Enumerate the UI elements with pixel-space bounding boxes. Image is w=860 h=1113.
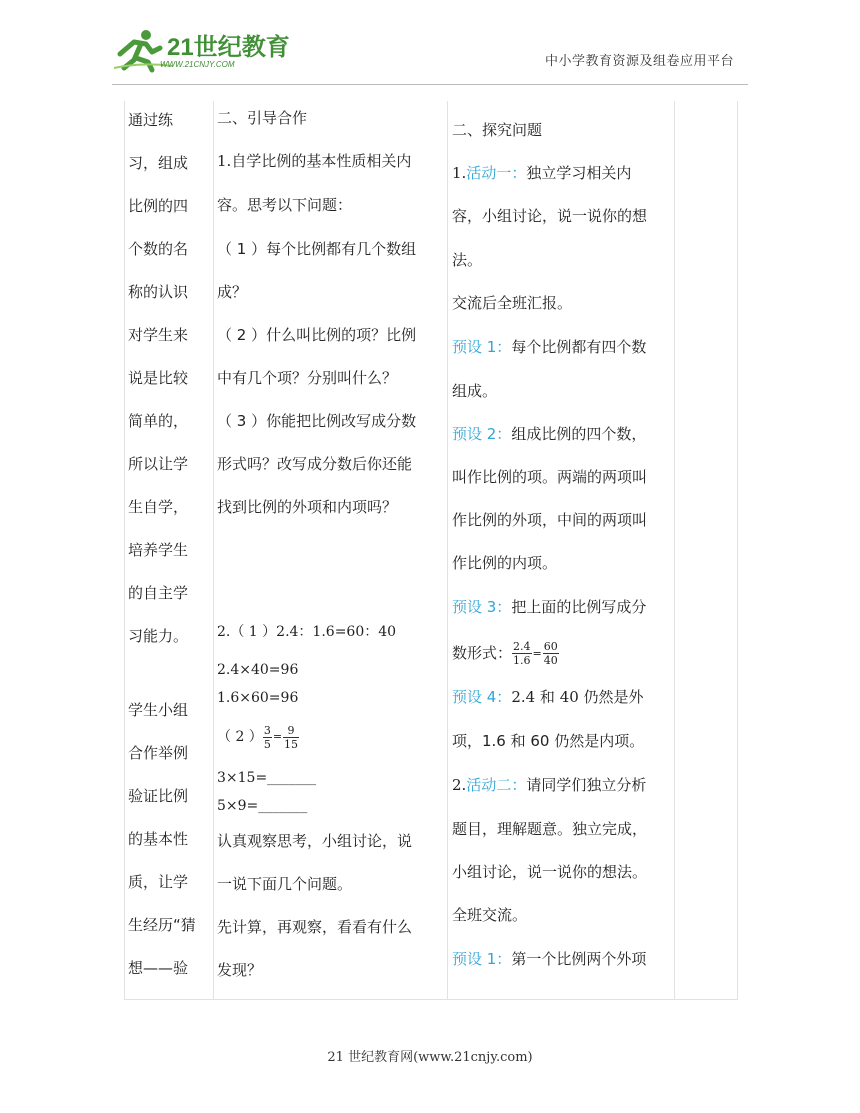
preset-line [452,424,646,444]
activity-line: 小组讨论，说一说你的想法。 [452,863,648,881]
intent-line: 的自主学 [128,584,189,602]
item-text: 自学比例的基本性质相关内 [231,152,412,170]
preset-line: 作比例的内项。 [452,554,558,572]
fraction [543,640,559,667]
intent-line: 学生小组 [128,701,189,719]
question-line: 形式吗？改写成分数后你还能 [217,455,413,473]
intent-line: 培养学生 [128,541,189,559]
fraction-equation [217,717,299,757]
item-number: 2. [452,776,467,794]
paragraph-line: 一说下面几个问题。 [217,875,353,893]
item-number: 1. [217,152,232,170]
intent-line: 质，让学 [128,873,189,891]
platform-title: 中小学教育资源及组卷应用平台 [544,54,734,69]
intent-line: 个数的名 [128,240,189,258]
preset-label: 预设 4： [452,688,512,706]
item-text: 独立学习相关内 [526,164,632,182]
question-line: 中有几个项？分别叫什么？ [217,369,398,387]
answer-prefix: （ 2 ） [217,729,263,745]
intent-line: 合作举例 [128,744,189,762]
paragraph-line: 先计算，再观察，看看有什么 [217,918,413,936]
fraction-denominator: 15 [284,737,299,751]
activity-line: 法。 [452,251,483,269]
activity-label: 活动一： [466,164,527,182]
paragraph-line [217,151,411,171]
preset-label: 预设 2： [452,425,512,443]
question-line: （ 2 ）什么叫比例的项？比例 [217,326,417,344]
intent-line: 对学生来 [128,326,189,344]
fraction-numerator: 9 [283,724,299,738]
paragraph-line: 认真观察思考，小组讨论，说 [217,832,413,850]
fraction-equation [452,633,559,673]
answer-line: 5×9=_______ [217,798,308,814]
activity-label: 活动二： [466,776,527,794]
site-logo [112,24,292,74]
preset-line: 作比例的外项，中间的两项叫 [452,511,648,529]
intent-line: 的基本性 [128,830,189,848]
answer-line: 3×15=_______ [217,770,317,786]
question-line: 找到比例的外项和内项吗？ [217,498,398,516]
activity-line: 全班交流。 [452,906,528,924]
activity-line: 交流后全班汇报。 [452,294,573,312]
answer-line: 1.6×60=96 [217,690,299,706]
activity-line [452,163,631,183]
notes-column [675,101,737,999]
item-number: 1. [452,164,467,182]
fraction-numerator: 2.4 [513,640,531,653]
page-footer: 21 世纪教育网(www.21cnjy.com) [327,1050,533,1065]
intent-line: 简单的， [128,412,189,430]
intent-line: 所以让学 [128,455,189,473]
intent-line: 习能力。 [128,627,189,645]
preset-label: 预设 3： [452,598,512,616]
question-line: （ 3 ）你能把比例改写成分数 [217,412,417,430]
intent-line: 想——验 [128,959,189,977]
preset-line: 组成。 [452,382,498,400]
activity-line: 题目，理解题意。独立完成， [452,820,648,838]
item-text: 请同学们独立分析 [526,776,647,794]
fraction-numerator: 60 [543,640,558,653]
preset-text: 数形式： [452,644,513,662]
intent-line: 通过练 [128,111,174,129]
preset-text: 第一个比例两个外项 [511,950,647,968]
intent-line: 称的认识 [128,283,189,301]
section-heading: 二、探究问题 [452,121,543,139]
fraction-denominator: 40 [543,654,558,667]
intent-line: 说是比较 [128,369,189,387]
preset-line [452,337,646,357]
fraction-denominator: 5 [263,737,271,751]
preset-line [452,949,646,969]
question-line: 成？ [217,283,248,301]
logo-text: 21世纪教育 [167,34,290,61]
preset-line: 项，1.6 和 60 仍然是内项。 [452,732,645,750]
equals-sign: = [272,730,283,743]
intent-line: 验证比例 [128,787,189,805]
paragraph-line: 容。思考以下问题： [217,196,353,214]
answer-line: 2.（ 1 ）2.4：1.6=60：40 [217,624,397,640]
intent-line: 习，组成 [128,154,189,172]
preset-text: 把上面的比例写成分 [511,598,647,616]
fraction-denominator: 1.6 [513,654,531,667]
preset-text: 2.4 和 40 仍然是外 [511,688,644,706]
preset-label: 预设 1： [452,950,512,968]
preset-text: 组成比例的四个数， [511,425,647,443]
intent-line: 生自学， [128,498,189,516]
fraction [512,640,532,667]
preset-line [452,687,644,707]
paragraph-line: 发现？ [217,961,263,979]
section-heading: 二、引导合作 [217,109,308,127]
header-divider [112,84,748,85]
activity-line [452,775,646,795]
answer-line: 2.4×40=96 [217,662,299,678]
preset-text: 每个比例都有四个数 [511,338,647,356]
teacher-guidance-column [214,101,448,999]
fraction [263,724,272,751]
preset-line [452,597,646,617]
design-intent-column [125,101,214,999]
lesson-table [124,101,738,1000]
intent-line: 生经历“猜 [128,916,196,934]
preset-line: 叫作比例的项。两端的两项叫 [452,468,648,486]
student-activity-column [448,101,675,999]
activity-line: 容，小组讨论，说一说你的想 [452,207,648,225]
question-line: （ 1 ）每个比例都有几个数组 [217,240,417,258]
logo-url: WWW.21CNJY.COM [160,60,235,69]
fraction [283,724,299,751]
intent-line: 比例的四 [128,197,189,215]
preset-label: 预设 1： [452,338,512,356]
fraction-numerator: 3 [263,723,271,737]
equals-sign: = [532,646,542,660]
